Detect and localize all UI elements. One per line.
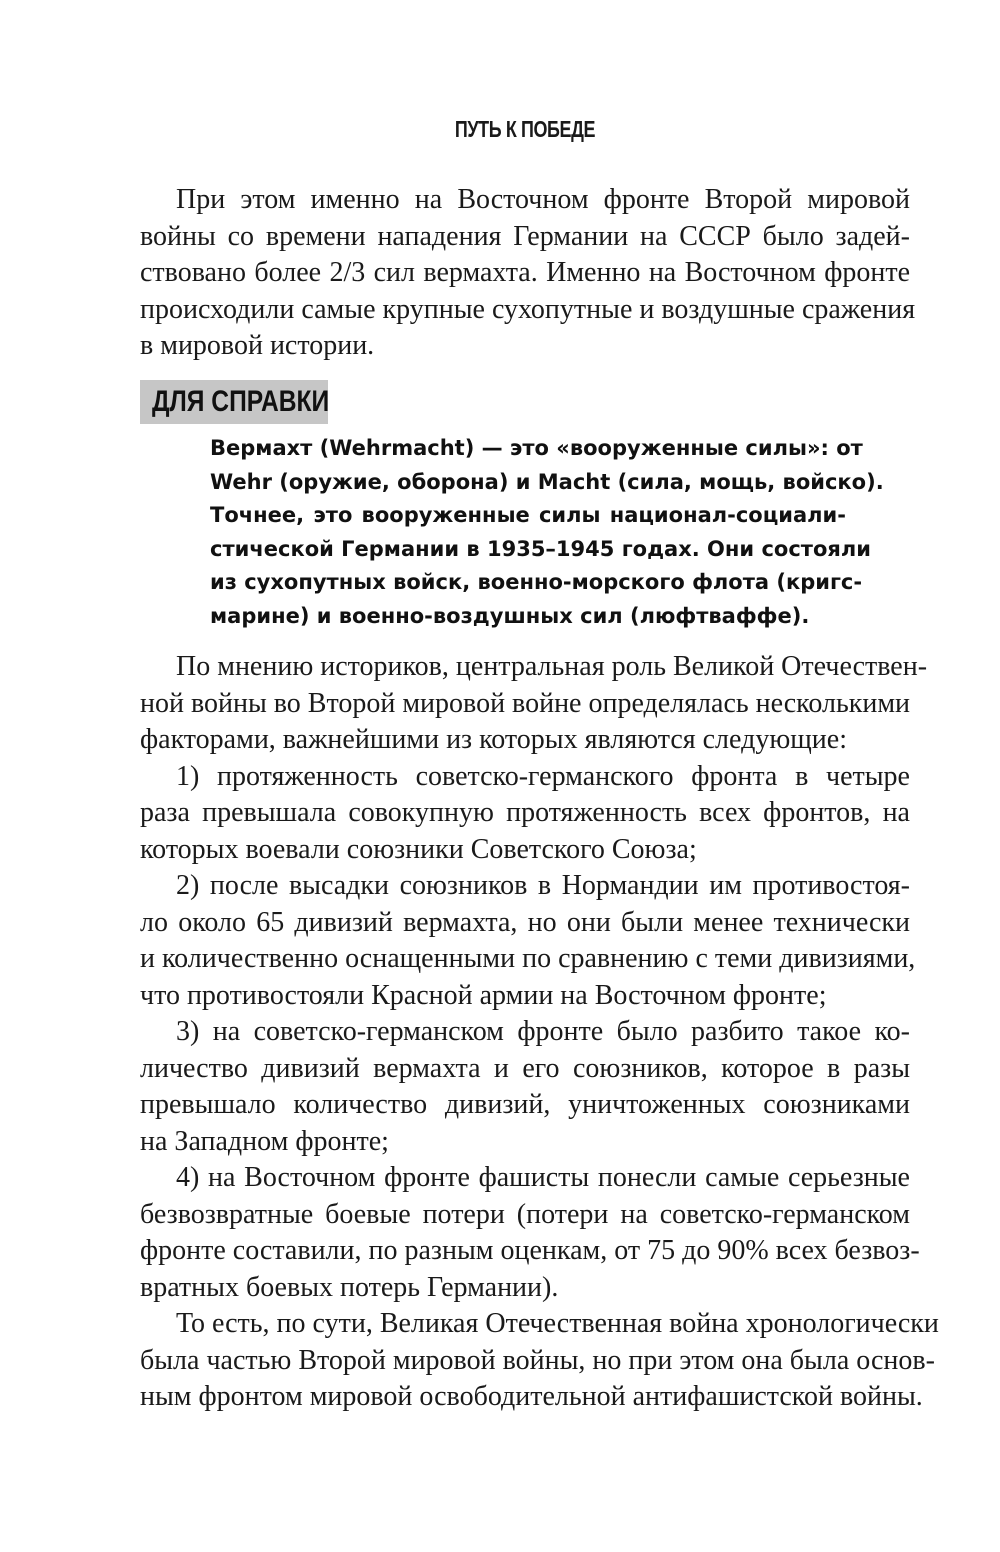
text-line: превышало количество дивизий, уничтоженных союзниками xyxy=(140,1089,910,1120)
reference-line: из сухопутных войск, военно-морского флота (кригс- xyxy=(210,570,863,594)
text-line: По мнению историков, центральная роль Великой Отечествен- xyxy=(176,651,928,682)
text-line: войны со времени нападения Германии на СССР было задей- xyxy=(140,220,910,252)
text-line: факторами, важнейшими из которых являются следующие: xyxy=(140,724,847,755)
text-line: 1) протяженность советско-германского фронта в четыре xyxy=(176,760,910,792)
text-line: личество дивизий вермахта и его союзников, которое в разы xyxy=(140,1052,910,1084)
text-line: ным фронтом мировой освободительной антифашистской войны. xyxy=(140,1381,923,1412)
reference-line: Точнее, это вооруженные силы национал-социали- xyxy=(210,503,846,527)
text-line: При этом именно на Восточном фронте Второй мировой xyxy=(176,184,910,215)
text-line: была частью Второй мировой войны, но при этом она была основ- xyxy=(140,1344,935,1376)
text-line: вратных боевых потерь Германии). xyxy=(140,1271,559,1303)
text-line: ло около 65 дивизий вермахта, но они были менее технически xyxy=(140,906,910,938)
text-line: фронте составили, по разным оценкам, от 75 до 90% всех безвоз- xyxy=(140,1235,920,1266)
text-line: раза превышала совокупную протяженность всех фронтов, на xyxy=(140,797,910,828)
main-text xyxy=(140,649,939,1416)
text-line: То есть, по сути, Великая Отечественная война хронологически xyxy=(176,1308,939,1339)
text-line: ной войны во Второй мировой войне определялась несколькими xyxy=(140,687,911,719)
reference-note xyxy=(210,432,884,633)
intro-paragraph xyxy=(140,182,916,365)
reference-label xyxy=(140,380,328,424)
reference-line: Вермахт (Wehrmacht) — это «вооруженные силы»: от xyxy=(210,436,863,460)
reference-line: Wehr (оружие, оборона) и Macht (сила, мощь, войско). xyxy=(210,469,884,494)
text-line: 3) на советско-германском фронте было разбито такое ко- xyxy=(176,1016,910,1047)
reference-line: марине) и военно-воздушных сил (люфтваффе). xyxy=(210,603,810,628)
text-line: и количественно оснащенными по сравнению с теми дивизиями, xyxy=(140,943,916,974)
text-line: ствовано более 2/3 сил вермахта. Именно на Восточном фронте xyxy=(140,257,910,288)
text-line: 4) на Восточном фронте фашисты понесли самые серьезные xyxy=(176,1162,910,1193)
text-line: безвозвратные боевые потери (потери на советско-германском xyxy=(140,1198,910,1230)
text-line: которых воевали союзники Советского Союза; xyxy=(140,833,697,865)
text-line: 2) после высадки союзников в Нормандии им противостоя- xyxy=(176,870,910,901)
text-line: в мировой истории. xyxy=(140,330,375,361)
text-line: что противостояли Красной армии на Восточном фронте; xyxy=(140,979,827,1011)
text-line: на Западном фронте; xyxy=(140,1125,389,1157)
reference-label-text: ДЛЯ СПРАВКИ xyxy=(152,385,330,418)
text-line: происходили самые крупные сухопутные и воздушные сражения xyxy=(140,293,916,325)
running-head: ПУТЬ К ПОБЕДЕ xyxy=(454,116,596,142)
reference-line: стической Германии в 1935–1945 годах. Они состояли xyxy=(210,536,871,561)
